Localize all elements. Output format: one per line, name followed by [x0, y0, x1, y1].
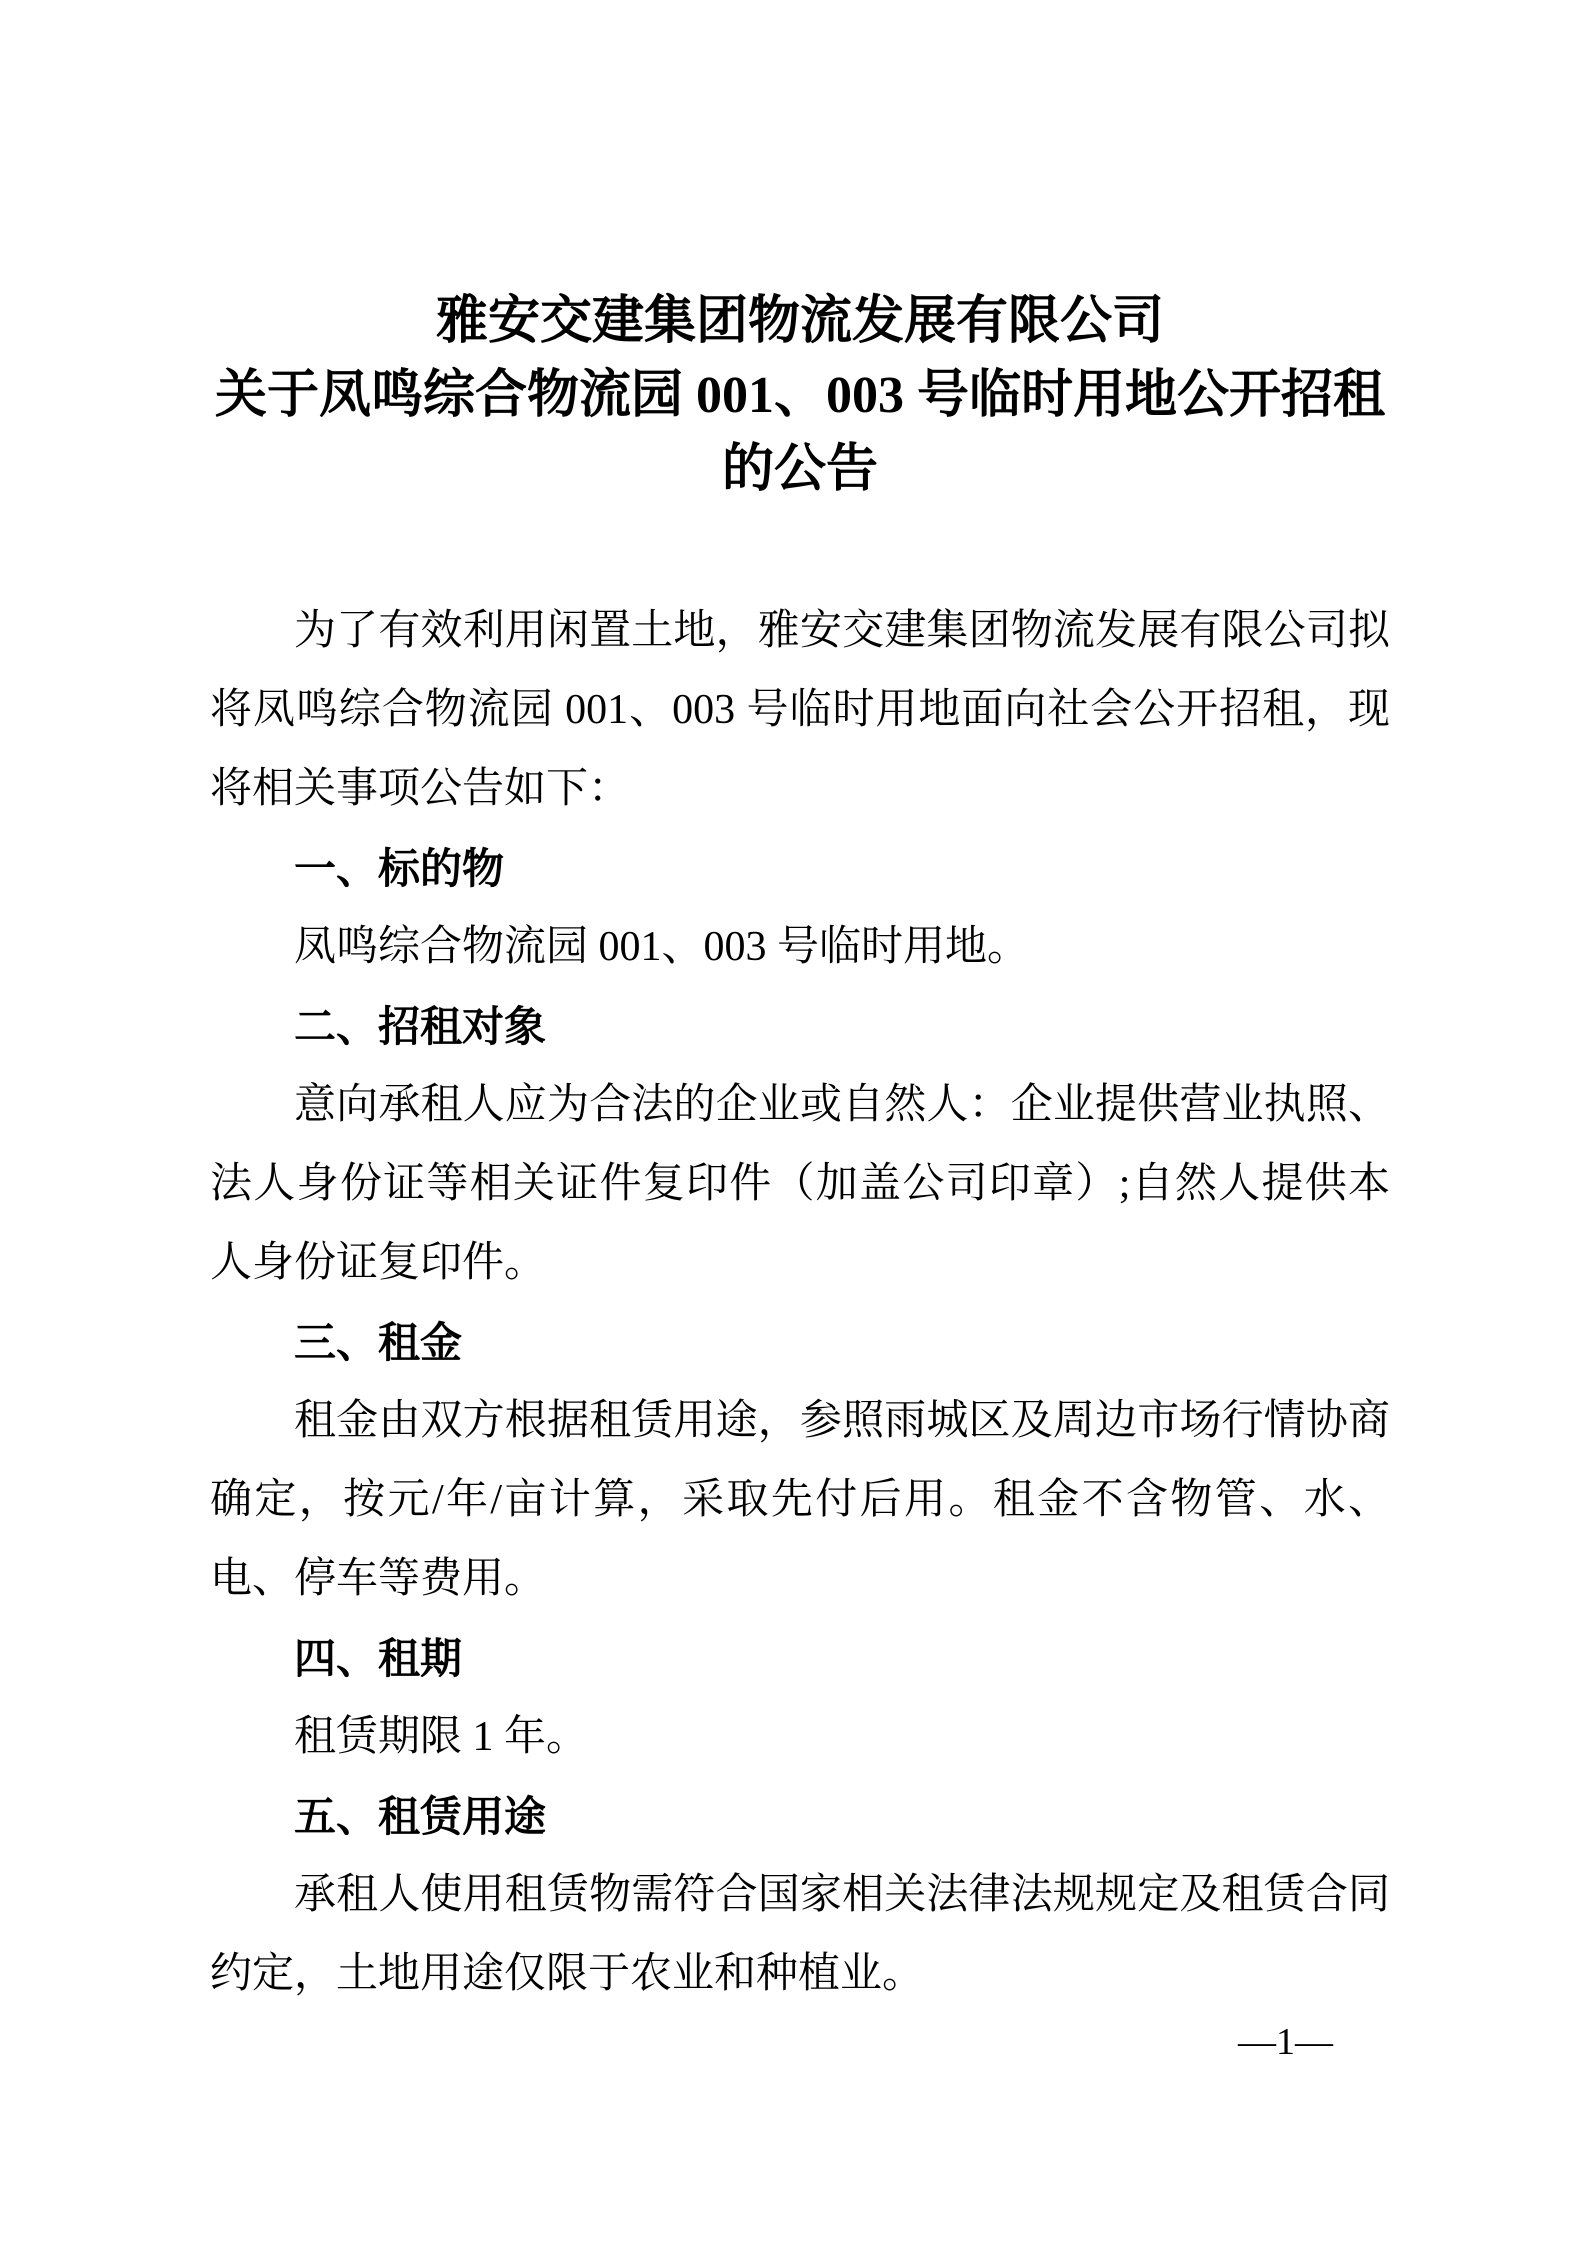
document-content: [210, 285, 1390, 2014]
section-body-rent: 租金由双方根据租赁用途，参照雨城区及周边市场行情协商确定，按元/年/亩计算，采取先付后用。租金不含物管、水、电、停车等费用。: [210, 1398, 1390, 1602]
section-body-usage: 承租人使用租赁物需符合国家相关法律法规规定及租赁合同约定，土地用途仅限于农业和种植业。: [210, 1872, 1390, 1997]
section-body-subject: 凤鸣综合物流园 001、003 号临时用地。: [294, 924, 1030, 970]
document-body: [210, 592, 1390, 2014]
section-heading-usage: 五、租赁用途: [294, 1793, 547, 1840]
section-body-term: 租赁期限 1 年。: [294, 1714, 589, 1760]
intro-paragraph: 为了有效利用闲置土地，雅安交建集团物流发展有限公司拟将凤鸣综合物流园 001、003 号临时用地面向社会公开招租，现将相关事项公告如下：: [210, 608, 1390, 812]
section-heading-target: 二、招租对象: [294, 1003, 547, 1050]
section-body-target: 意向承租人应为合法的企业或自然人：企业提供营业执照、法人身份证等相关证件复印件（加盖公司印章）;自然人提供本人身份证复印件。: [210, 1082, 1390, 1286]
title-line-1: 雅安交建集团物流发展有限公司: [435, 293, 1164, 350]
title-line-2: 关于凤鸣综合物流园 001、003 号临时用地公开招租: [214, 367, 1385, 424]
section-heading-subject: 一、标的物: [294, 845, 505, 892]
section-heading-rent: 三、租金: [294, 1319, 463, 1366]
section-heading-term: 四、租期: [294, 1635, 463, 1682]
page-number: —1—: [1238, 2021, 1333, 2063]
title-line-3: 的公告: [721, 441, 878, 498]
document-title: [210, 285, 1390, 507]
